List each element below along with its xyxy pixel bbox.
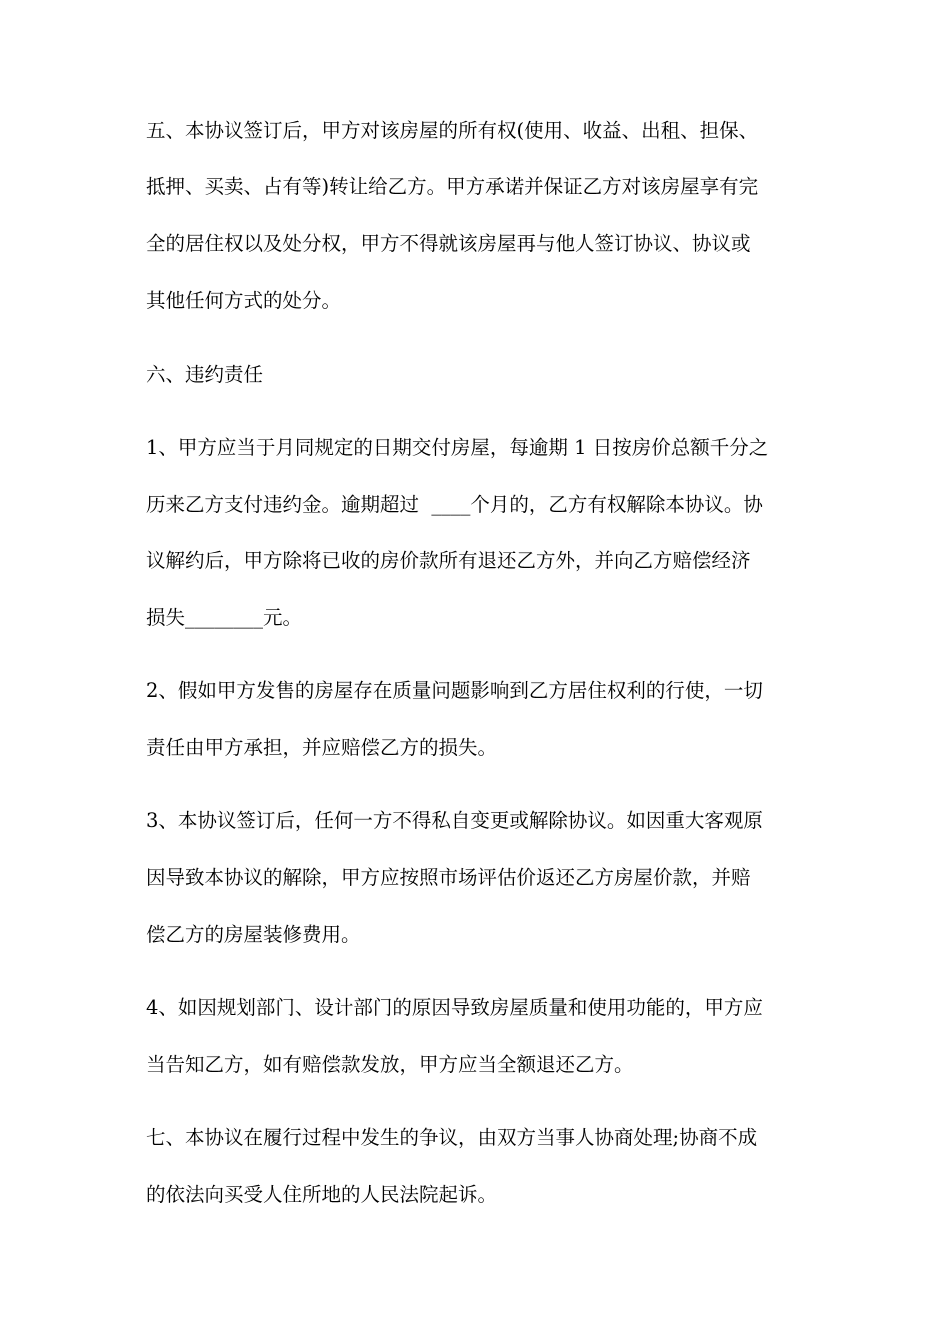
item-4-line-2: 当告知乙方，如有赔偿款发放，甲方应当全额退还乙方。 [146, 1053, 634, 1076]
item-2-line-1: 2、假如甲方发售的房屋存在质量问题影响到乙方居住权利的行使，一切 [146, 679, 763, 702]
item-1-line-1: 1、甲方应当于月同规定的日期交付房屋，每逾期 1 日按房价总额千分之 [146, 436, 769, 459]
item-3-line-3: 偿乙方的房屋装修费用。 [146, 923, 361, 946]
clause-5-line-3: 全的居住权以及处分权，甲方不得就该房屋再与他人签订协议、协议或 [146, 232, 751, 255]
clause-7-line-2: 的依法向买受人住所地的人民法院起诉。 [146, 1183, 498, 1206]
item-1-line-3: 议解约后，甲方除将已收的房价款所有退还乙方外，并向乙方赔偿经济 [146, 549, 751, 572]
clause-7-line-1: 七、本协议在履行过程中发生的争议，由双方当事人协商处理;协商不成 [146, 1126, 758, 1149]
clause-5-line-2: 抵押、买卖、占有等)转让给乙方。甲方承诺并保证乙方对该房屋享有完 [146, 175, 759, 198]
item-1-line-2: 历来乙方支付违约金。逾期超过 ____个月的，乙方有权解除本协议。协 [146, 493, 763, 516]
item-3-line-1: 3、本协议签订后，任何一方不得私自变更或解除协议。如因重大客观原 [146, 809, 763, 832]
item-1-line-4: 损失________元。 [146, 606, 303, 629]
clause-5-line-1: 五、本协议签订后，甲方对该房屋的所有权(使用、收益、出租、担保、 [146, 119, 759, 142]
clause-5-line-4: 其他任何方式的处分。 [146, 289, 342, 312]
item-2-line-2: 责任由甲方承担，并应赔偿乙方的损失。 [146, 736, 498, 759]
section-heading-breach: 六、违约责任 [146, 363, 264, 386]
item-3-line-2: 因导致本协议的解除，甲方应按照市场评估价返还乙方房屋价款，并赔 [146, 866, 751, 889]
item-4-line-1: 4、如因规划部门、设计部门的原因导致房屋质量和使用功能的，甲方应 [146, 996, 763, 1019]
